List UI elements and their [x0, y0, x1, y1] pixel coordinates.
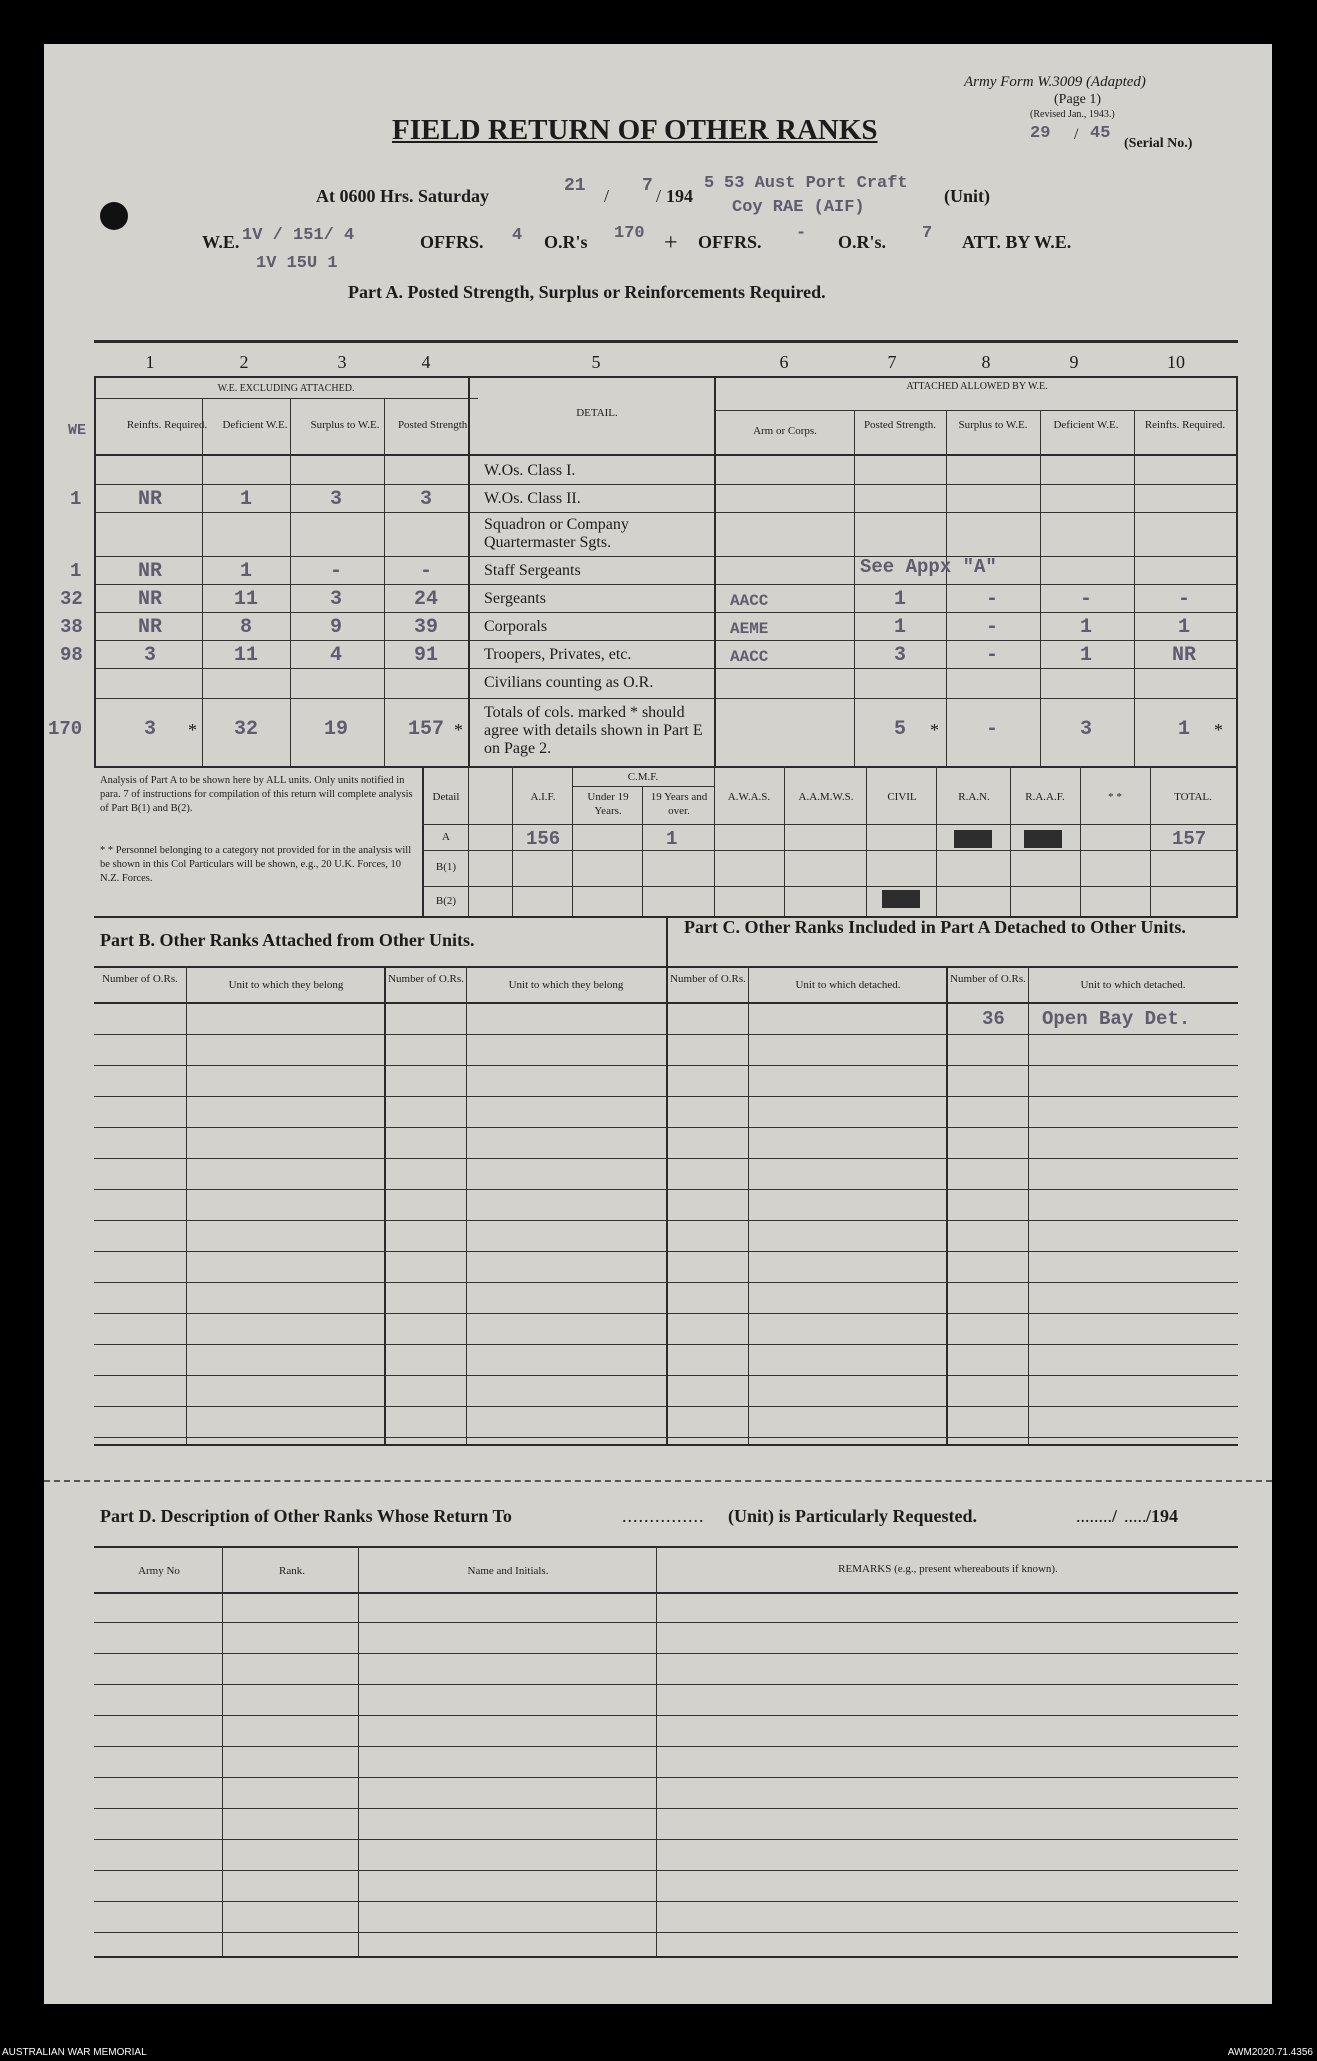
- cell: 39: [413, 616, 438, 639]
- at-label: At 0600 Hrs. Saturday: [316, 186, 490, 206]
- ors-label: O.R's: [544, 232, 588, 252]
- redacted-mark: [954, 830, 992, 848]
- cell: -: [419, 560, 432, 583]
- plus-sign: +: [664, 230, 678, 256]
- table-row-line: [94, 1375, 1238, 1376]
- table-row-line: [94, 1777, 1238, 1778]
- analysis-header: R.A.N.: [958, 791, 990, 803]
- analysis-header: * *: [1108, 791, 1122, 803]
- detail-label: Squadron or Company Quartermaster Sgts.: [484, 516, 629, 551]
- att-label: ATT. BY W.E.: [962, 232, 1072, 252]
- offrs2-value: -: [796, 224, 807, 243]
- table-row-line: [94, 1437, 1238, 1438]
- cell: 3: [329, 588, 342, 611]
- col-number: 8: [981, 352, 991, 372]
- cell: 1: [1177, 616, 1190, 639]
- we-value: 1: [70, 488, 82, 510]
- table-row-line: [94, 1127, 1238, 1128]
- part-b-header: Unit to which they belong: [228, 979, 344, 991]
- analysis-header: 19 Years and over.: [650, 791, 708, 817]
- analysis-row-label: B(1): [435, 861, 457, 873]
- total-cell: 3: [1079, 718, 1092, 741]
- col-number: 7: [887, 352, 897, 372]
- aif-value: 156: [526, 828, 561, 850]
- over19-value: 1: [666, 828, 678, 850]
- part-d-year: /194: [1146, 1506, 1179, 1526]
- table-row-line: [94, 1715, 1238, 1716]
- revised-date: (Revised Jan., 1943.): [1030, 109, 1115, 120]
- date-month: 7: [642, 176, 653, 196]
- col-header: Deficient W.E.: [1053, 419, 1119, 431]
- table-row-line: [94, 1158, 1238, 1159]
- unit-line1: 53 Aust Port Craft: [724, 174, 908, 193]
- star-mark: *: [188, 720, 197, 740]
- table-row-line: [94, 1313, 1238, 1314]
- cell: 1: [239, 488, 252, 511]
- offrs-value: 4: [512, 226, 523, 245]
- col-header: DETAIL.: [576, 407, 618, 419]
- page-title: FIELD RETURN OF OTHER RANKS: [392, 114, 878, 146]
- we-margin-label: WE: [68, 422, 87, 439]
- we-value: 1: [70, 560, 82, 582]
- table-row-line: [94, 1808, 1238, 1809]
- offrs2-label: OFFRS.: [698, 232, 762, 252]
- part-c-header: Unit to which detached.: [1080, 979, 1186, 991]
- cell: NR: [1171, 644, 1196, 667]
- part-d-title: Part D. Description of Other Ranks Whose Return To: [100, 1506, 512, 1526]
- table-row-line: [94, 1684, 1238, 1685]
- col-header: Surplus to W.E.: [310, 419, 380, 431]
- part-d-title-unit: (Unit) is Particularly Requested.: [728, 1506, 977, 1526]
- detail-label: Sergeants: [484, 590, 546, 607]
- we-value: 32: [60, 588, 83, 610]
- table-row-line: [94, 1189, 1238, 1190]
- ors2-label: O.R's.: [838, 232, 887, 252]
- col-number: 2: [239, 352, 249, 372]
- detail-label: Corporals: [484, 618, 548, 635]
- group-left-header: W.E. EXCLUDING ATTACHED.: [217, 383, 355, 394]
- arm-corps: AEME: [730, 620, 769, 638]
- analysis-row-label: B(2): [435, 895, 457, 907]
- total-cell: 157: [407, 718, 444, 741]
- part-d-header: Name and Initials.: [467, 1565, 549, 1577]
- part-b-header: Unit to which they belong: [508, 979, 624, 991]
- table-row-line: [94, 1653, 1238, 1654]
- total-cell: 1: [1177, 718, 1190, 741]
- serial-b: 45: [1090, 124, 1111, 143]
- table-row-line: [94, 1344, 1238, 1345]
- col-header: Reinfts. Required.: [1144, 419, 1226, 431]
- punch-hole: [100, 202, 128, 230]
- we-total: 170: [48, 718, 83, 740]
- col-number: 5: [591, 352, 601, 372]
- cell: 1: [1079, 644, 1092, 667]
- cell: 1: [893, 616, 906, 639]
- cell: NR: [137, 588, 162, 611]
- analysis-row-label: A: [442, 831, 450, 843]
- arm-corps: AACC: [730, 648, 769, 666]
- cell: 9: [329, 616, 342, 639]
- analysis-header: TOTAL.: [1174, 791, 1212, 803]
- cell: 3: [893, 644, 906, 667]
- cell: 11: [233, 644, 258, 667]
- total-cell: 3: [143, 718, 156, 741]
- cell: 1: [239, 560, 252, 583]
- analysis-footnote: * * Personnel belonging to a category not provided for in the analysis will be shown in this Col Particulars will be shown, e.g., 20 U.K. Forces, 10 N.Z. Forces.: [100, 845, 412, 884]
- col-header: Posted Strength.: [397, 419, 471, 431]
- analysis-header: A.W.A.S.: [727, 791, 771, 803]
- star-mark: *: [454, 720, 463, 740]
- col-number: 9: [1069, 352, 1079, 372]
- group-right-header: ATTACHED ALLOWED BY W.E.: [906, 381, 1048, 392]
- cell: 4: [329, 644, 342, 667]
- table-row-line: [94, 1406, 1238, 1407]
- detail-label: W.Os. Class II.: [484, 490, 581, 507]
- total-cell: 5: [893, 718, 906, 741]
- part-c-title: Part C. Other Ranks Included in Part A Detached to Other Units.: [684, 917, 1186, 937]
- part-c-entry-number: 36: [982, 1008, 1005, 1030]
- table-row-line: [94, 1034, 1238, 1035]
- cell: 3: [143, 644, 156, 667]
- total-cell: -: [985, 718, 998, 741]
- cell: -: [1079, 588, 1092, 611]
- detail-label: W.Os. Class I.: [484, 462, 576, 479]
- cell: 1: [893, 588, 906, 611]
- part-b-header: Number of O.Rs.: [388, 973, 464, 985]
- cell: -: [985, 616, 998, 639]
- cell: 91: [413, 644, 438, 667]
- star-mark: *: [1214, 720, 1223, 740]
- date-year-digit: 5: [704, 174, 715, 193]
- we-label: W.E.: [202, 232, 240, 252]
- cell: 24: [413, 588, 438, 611]
- page-number: (Page 1): [1054, 92, 1102, 107]
- analysis-header: Detail: [432, 791, 460, 803]
- analysis-header: Under 19 Years.: [587, 791, 629, 817]
- part-d-header: Army No: [138, 1565, 180, 1577]
- col-number: 6: [779, 352, 789, 372]
- col-header: Deficient W.E.: [222, 419, 288, 431]
- date-year: 194: [666, 186, 693, 206]
- col-number: 3: [337, 352, 347, 372]
- table-row-line: [94, 1220, 1238, 1221]
- detail-label: Staff Sergeants: [484, 562, 581, 579]
- cell: 11: [233, 588, 258, 611]
- redacted-mark: [882, 890, 920, 908]
- table-row-line: [94, 1251, 1238, 1252]
- cell: -: [985, 588, 998, 611]
- see-appendix-note: See Appx "A": [860, 556, 997, 578]
- col-number: 10: [1167, 352, 1185, 372]
- form-id: Army Form W.3009 (Adapted): [964, 74, 1146, 90]
- unit-line2: Coy RAE (AIF): [732, 198, 865, 217]
- table-row-line: [94, 1096, 1238, 1097]
- part-d-header: Rank.: [279, 1565, 305, 1577]
- total-cell: 32: [233, 718, 258, 741]
- serial-a: 29: [1030, 124, 1051, 143]
- analysis-header: CIVIL: [887, 791, 917, 803]
- total-value: 157: [1172, 828, 1207, 850]
- table-row-line: [94, 1622, 1238, 1623]
- we-typed: 1V / 151/ 4: [242, 226, 355, 245]
- total-cell: 19: [323, 718, 348, 741]
- part-d-date: /: [1112, 1506, 1118, 1526]
- col-header: Posted Strength.: [863, 419, 937, 431]
- analysis-header: A.I.F.: [530, 791, 556, 803]
- ors-value: 170: [614, 224, 645, 243]
- cell: NR: [137, 488, 162, 511]
- cell: -: [329, 560, 342, 583]
- analysis-header: C.M.F.: [627, 771, 659, 783]
- analysis-note: Analysis of Part A to be shown here by ALL units. Only units notified in para. 7 of instructions for compilation of this return will complete analysis of Part B(1) and B(2).: [100, 775, 413, 814]
- table-row-line: [94, 1065, 1238, 1066]
- col-number: 4: [421, 352, 431, 372]
- col-number: 1: [145, 352, 155, 372]
- col-header: Reinfts. Required.: [126, 419, 208, 431]
- footer-left: AUSTRALIAN WAR MEMORIAL: [2, 2047, 147, 2058]
- cell: 3: [329, 488, 342, 511]
- detail-label: Civilians counting as O.R.: [484, 674, 654, 691]
- cell: NR: [137, 560, 162, 583]
- table-row-line: [94, 1901, 1238, 1902]
- part-b-header: Number of O.Rs.: [102, 973, 178, 985]
- cell: -: [985, 644, 998, 667]
- part-a-title: Part A. Posted Strength, Surplus or Reinforcements Required.: [348, 282, 826, 302]
- part-d-header: REMARKS (e.g., present whereabouts if known).: [838, 1563, 1058, 1575]
- totals-detail-label: Totals of cols. marked * should agree with details shown in Part E on Page 2.: [484, 704, 703, 757]
- col-header: Surplus to W.E.: [958, 419, 1028, 431]
- detail-label: Troopers, Privates, etc.: [484, 646, 632, 663]
- part-c-header: Number of O.Rs.: [950, 973, 1026, 985]
- cell: -: [1177, 588, 1190, 611]
- we-typed-2: 1V 15U 1: [256, 254, 338, 273]
- offrs-label: OFFRS.: [420, 232, 484, 252]
- part-c-header: Unit to which detached.: [795, 979, 901, 991]
- ors2-value: 7: [922, 224, 933, 243]
- unit-label: (Unit): [944, 186, 990, 206]
- table-row-line: [94, 1870, 1238, 1871]
- we-value: 98: [60, 644, 83, 666]
- analysis-header: A.A.M.W.S.: [798, 791, 854, 803]
- cell: NR: [137, 616, 162, 639]
- star-mark: *: [930, 720, 939, 740]
- table-row-line: [94, 1839, 1238, 1840]
- arm-corps: AACC: [730, 592, 769, 610]
- part-b-title: Part B. Other Ranks Attached from Other Units.: [100, 930, 475, 950]
- form-sheet: Army Form W.3009 (Adapted) (Page 1) (Revised Jan., 1943.) 29 / 45 (Serial No.) FIELD RETURN OF OTHER RANKS At 0600 Hrs. Saturday 21 / 7 / 194 5 53 Aust Port Craft Coy RAE (AIF) (Unit) W.E. 1V / 151/ 4 1V 15U 1 OFFRS. 4 O.R's 170 + OFFRS. - O.R's. 7 ATT. BY W.E. Part A. Posted Strength, Surplus or Reinforcements Required. 1 2 3 4 5 6 7 8 9 10 W.E. EXCLUDING ATTACHED. ATTACHED ALLOWED BY W.E. Reinfts. Required. Deficient W.E. Surplus to W.E. Posted Strength. DETAIL. Arm or Corps. Posted Strength. Surplus to W.E. Deficient W.E. Reinfts. Required. WE W.Os. Class I. W.Os. Class II. Squadron or Company Quartermaster Sgts. Staff Sergeants Sergeants Corporals Troopers, Privates, etc. Civilians counting as O.R. Totals of cols. marked * should agree with details shown in Part E on Page 2. 1 NR 1 3 3 1 NR 1 - - See Appx "A" 32 NR 11 3 24 AACC 1 - - - 38 NR 8 9 39 AEME 1 - 1 1 98 3 11 4 91 AACC 3 - 1 NR 170 3 * 32 19 157 * 5 * - 3 1 * Analysis of Part A to be shown here by ALL units. Only units notified in para. 7 of instructions for compilation of this return will complete analysis of Part B(1) and B(2). * * Personnel belonging to a category not provided for in the analysis will be shown in this Col Particulars will be shown, e.g., 20 U.K. Forces, 10 N.Z. Forces. Detail A.I.F. C.M.F. Under 19 Years. 19 Years and over. A.W.A.S. A.A.M.W.S. CIVIL R.A.N. R.A.A.F. * * TOTAL. A B(1) B(2) 156 1 157 Part B. Other Ranks Attached from Other Units. Part C. Other Ranks Included in Part A Detached to Other Units. Number of O.Rs. Unit to which they belong Number of O.Rs. Unit to which they belong Number of O.Rs. Unit to which detached. Number of O.Rs. Unit to which detached. 36 Open Bay Det. Part D. Description of Other Ranks Whose Return To ............... (Unit) is Particularly Requested. ........ / ..... /194 Army No Rank. Name and Initials. REMARKS (e.g., present whereabouts if known).: [44, 44, 1272, 2004]
- serial-label: (Serial No.): [1124, 136, 1193, 151]
- tear-line: [44, 1480, 1272, 1482]
- table-row-line: [94, 1282, 1238, 1283]
- part-c-entry-unit: Open Bay Det.: [1042, 1008, 1191, 1030]
- cell: 3: [419, 488, 432, 511]
- part-c-header: Number of O.Rs.: [670, 973, 746, 985]
- col-header: Arm or Corps.: [753, 425, 817, 437]
- we-value: 38: [60, 616, 83, 638]
- analysis-header: R.A.A.F.: [1025, 791, 1065, 803]
- table-row-line: [94, 1746, 1238, 1747]
- footer-right: AWM2020.71.4356: [1227, 2047, 1313, 2058]
- date-day: 21: [564, 176, 586, 196]
- cell: 8: [239, 616, 252, 639]
- table-row-line: [94, 1932, 1238, 1933]
- cell: 1: [1079, 616, 1092, 639]
- redacted-mark: [1024, 830, 1062, 848]
